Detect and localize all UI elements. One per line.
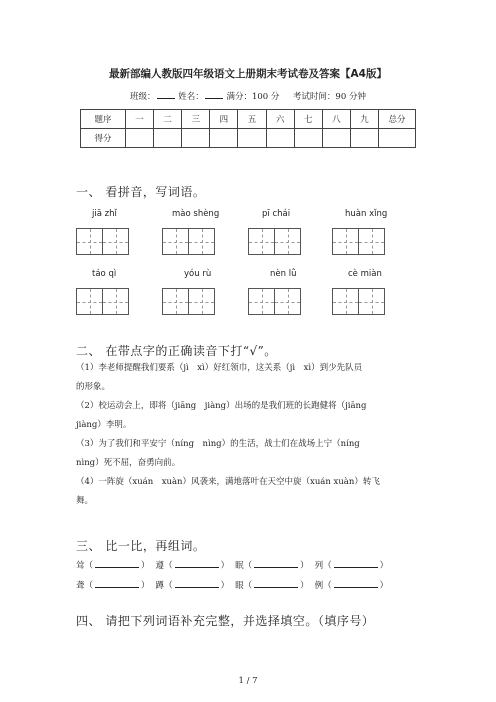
word-item	[235, 578, 309, 591]
paren-open: （	[323, 581, 332, 591]
question-line: （3）为了我们和平安宁（níng nìng）的生活，战士们在战场上宁（níng	[76, 439, 360, 449]
paren-close: ）	[379, 581, 389, 591]
pinyin-label: huàn xǐng	[345, 209, 388, 219]
answer-blank[interactable]	[334, 558, 378, 568]
grid-cell[interactable]	[76, 228, 103, 255]
paren-open: （	[164, 561, 173, 571]
paren-close: ）	[300, 561, 309, 571]
score-input-cell[interactable]	[294, 129, 322, 148]
char: 蹲	[155, 581, 165, 591]
exam-info-line	[0, 90, 496, 102]
pinyin-label: mào shèng	[172, 209, 220, 219]
word-item	[156, 578, 230, 591]
score-input-cell[interactable]	[238, 129, 266, 148]
answer-blank[interactable]	[254, 558, 298, 568]
paren-close: ）	[220, 561, 230, 571]
score-cell: 四	[210, 110, 238, 129]
score-cell: 七	[294, 110, 322, 129]
document-title: 最新部编人教版四年级语文上册期末考试卷及答案【A4版】	[109, 68, 387, 80]
question-line: 的形象。	[76, 382, 111, 392]
score-cell: 三	[182, 110, 210, 129]
writing-grid[interactable]	[332, 228, 384, 255]
grid-cell[interactable]	[102, 288, 129, 315]
question-line: （2）校运动会上，即将（jiāng jiàng）出场的是我们班的长跑健将（jiāng	[76, 401, 367, 411]
score-input-cell[interactable]	[210, 129, 238, 148]
char: 耸	[76, 561, 85, 571]
score-input-cell[interactable]	[379, 129, 416, 148]
pinyin-label: nèn lǜ	[270, 269, 297, 279]
score-input-cell[interactable]	[266, 129, 294, 148]
pinyin-label: yóu rù	[184, 269, 212, 279]
score-table	[80, 109, 416, 148]
paren-close: ）	[141, 561, 150, 571]
score-cell: 一	[126, 110, 154, 129]
score-table-score-row	[81, 129, 416, 148]
name-label: 姓名：	[178, 92, 204, 102]
question-line: jiàng）李明。	[76, 420, 132, 430]
section2-heading: 二、 在带点字的正确读音下打“√”。	[76, 344, 277, 358]
name-blank[interactable]	[205, 90, 223, 99]
writing-grid[interactable]	[162, 288, 214, 315]
score-input-cell[interactable]	[154, 129, 182, 148]
question-line: nìng）死不屈，奋勇向前。	[76, 458, 181, 468]
paren-open: （	[243, 561, 253, 571]
answer-blank[interactable]	[175, 558, 219, 568]
grid-cell[interactable]	[162, 228, 189, 255]
word-item	[315, 558, 389, 571]
score-cell: 二	[154, 110, 182, 129]
grid-cell[interactable]	[248, 288, 275, 315]
score-cell: 题序	[81, 110, 126, 129]
score-input-cell[interactable]	[350, 129, 378, 148]
pinyin-label: pī chái	[262, 209, 291, 219]
section4-heading: 四、 请把下列词语补充完整，并选择填空。（填序号）	[76, 614, 375, 628]
paren-open: （	[84, 581, 94, 591]
word-group-row	[76, 558, 394, 571]
score-cell: 得分	[81, 129, 126, 148]
score-input-cell[interactable]	[322, 129, 350, 148]
grid-cell[interactable]	[358, 228, 385, 255]
char: 眼	[235, 581, 244, 591]
writing-grid[interactable]	[162, 228, 214, 255]
score-input-cell[interactable]	[126, 129, 154, 148]
writing-grid[interactable]	[76, 228, 128, 255]
paren-close: ）	[141, 581, 150, 591]
grid-cell[interactable]	[332, 228, 359, 255]
answer-blank[interactable]	[95, 578, 139, 588]
word-item	[315, 578, 389, 591]
score-table-header-row	[81, 110, 416, 129]
score-cell: 八	[322, 110, 350, 129]
pinyin-label: jiā zhǐ	[92, 209, 117, 219]
writing-grid[interactable]	[332, 288, 384, 315]
question-line: 舞。	[76, 496, 94, 506]
question-line: （1）李老师提醒我们要系（jì xì）好红领巾，这关系（jì xì）到少先队员	[76, 363, 363, 373]
paren-open: （	[84, 561, 94, 571]
paren-open: （	[243, 581, 253, 591]
grid-cell[interactable]	[274, 228, 301, 255]
answer-blank[interactable]	[95, 558, 139, 568]
grid-cell[interactable]	[188, 288, 215, 315]
paren-open: （	[164, 581, 173, 591]
pinyin-label: táo qì	[92, 269, 117, 279]
word-item	[76, 578, 150, 591]
class-blank[interactable]	[157, 90, 175, 99]
char: 列	[314, 561, 324, 571]
grid-cell[interactable]	[188, 228, 215, 255]
question-line: （4）一阵旋（xuán xuàn）风袭来，满地落叶在天空中旋（xuán xuàn）转飞	[76, 477, 380, 487]
grid-cell[interactable]	[76, 288, 103, 315]
paren-open: （	[323, 561, 332, 571]
score-input-cell[interactable]	[182, 129, 210, 148]
score-cell: 六	[266, 110, 294, 129]
grid-cell[interactable]	[274, 288, 301, 315]
section1-heading: 一、 看拼音，写词语。	[76, 185, 206, 199]
char: 遵	[155, 561, 165, 571]
writing-grid[interactable]	[248, 228, 300, 255]
word-item	[76, 558, 150, 571]
grid-cell[interactable]	[358, 288, 385, 315]
grid-cell[interactable]	[332, 288, 359, 315]
word-item	[156, 558, 230, 571]
grid-cell[interactable]	[102, 228, 129, 255]
grid-cell[interactable]	[162, 288, 189, 315]
paren-close: ）	[379, 561, 389, 571]
writing-grid[interactable]	[76, 288, 128, 315]
answer-blank[interactable]	[334, 578, 378, 588]
writing-grid[interactable]	[248, 288, 300, 315]
score-cell: 五	[238, 110, 266, 129]
page-number: 1 / 7	[238, 676, 258, 686]
char: 聋	[76, 581, 85, 591]
class-label: 班级：	[130, 92, 156, 102]
answer-blank[interactable]	[254, 578, 298, 588]
char: 眠	[235, 561, 244, 571]
paren-close: ）	[220, 581, 230, 591]
char: 例	[314, 581, 324, 591]
grid-cell[interactable]	[248, 228, 275, 255]
section3-heading: 三、 比一比，再组词。	[76, 539, 206, 553]
section2-body	[76, 359, 420, 511]
full-score: 满分：100 分	[226, 92, 280, 102]
score-cell: 总分	[379, 110, 416, 129]
word-group-row	[76, 578, 394, 591]
score-cell: 九	[350, 110, 378, 129]
exam-time: 考试时间：90 分钟	[292, 92, 366, 102]
pinyin-label: cè miàn	[348, 269, 382, 279]
word-item	[235, 558, 309, 571]
answer-blank[interactable]	[175, 578, 219, 588]
paren-close: ）	[300, 581, 309, 591]
